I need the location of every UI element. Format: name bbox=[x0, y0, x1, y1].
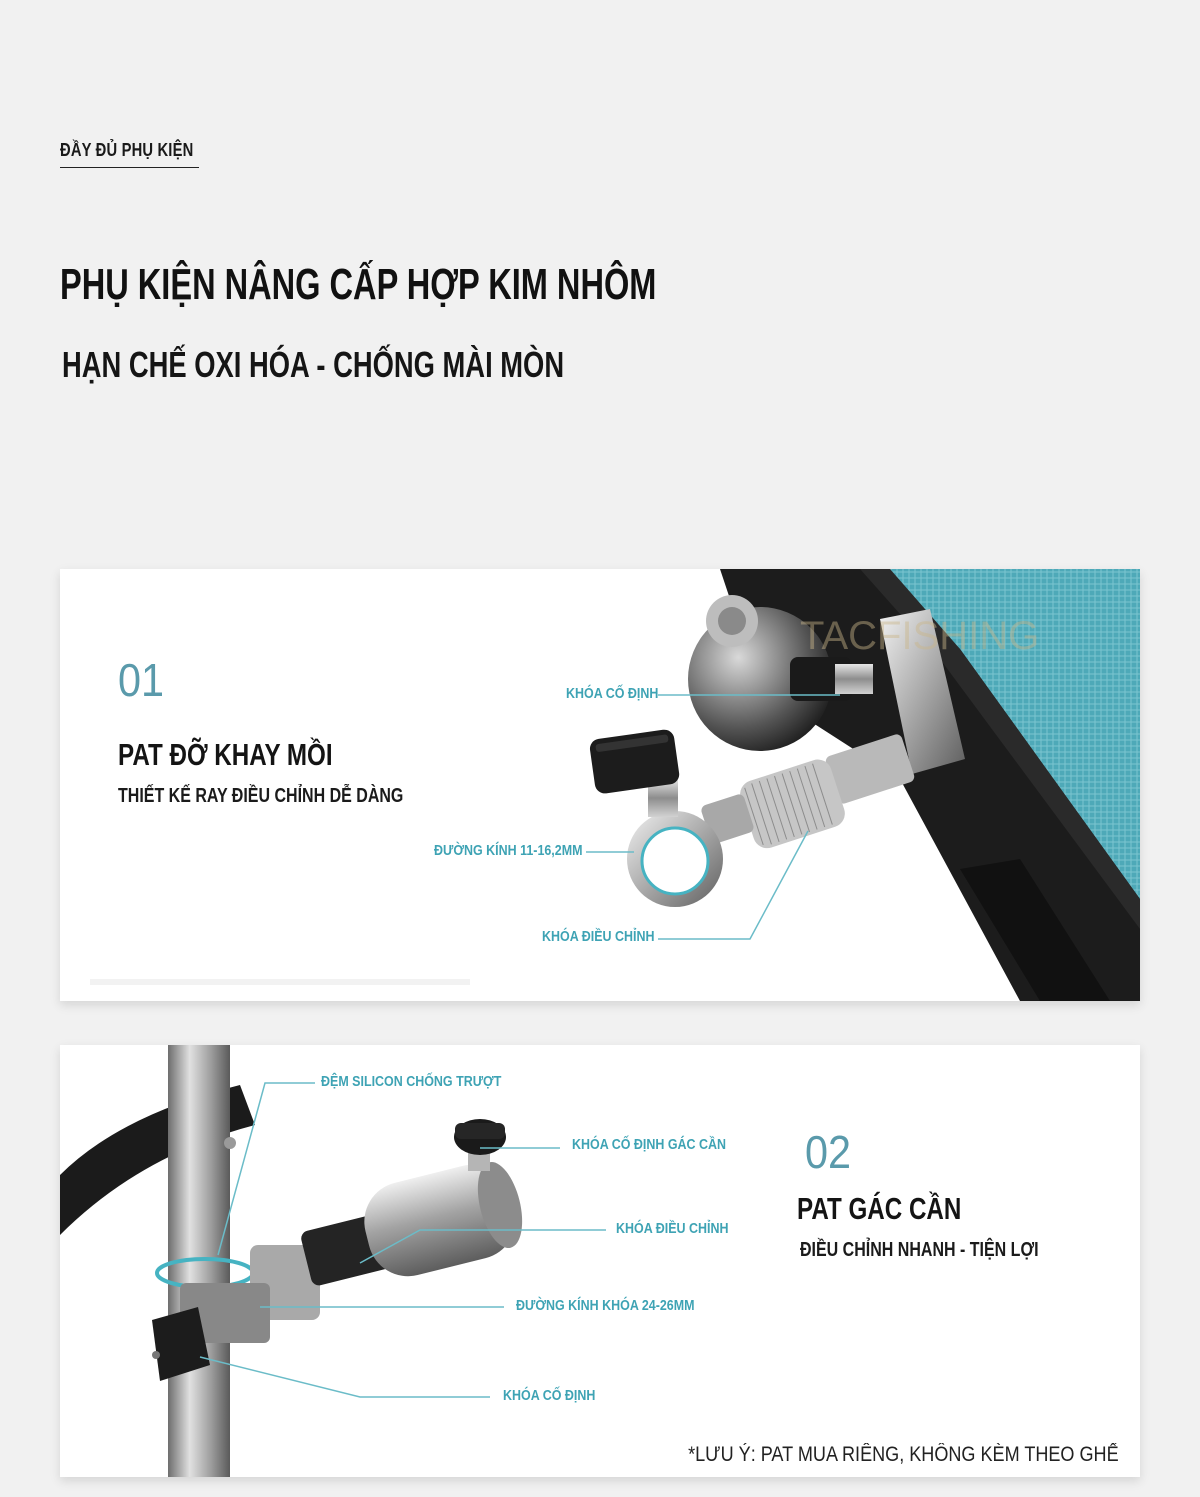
purchase-note: *LƯU Ý: PAT MUA RIÊNG, KHÔNG KÈM THEO GHẾ bbox=[688, 1443, 1119, 1466]
section-tag: ĐẦY ĐỦ PHỤ KIỆN bbox=[60, 140, 194, 160]
section-tag-underline bbox=[60, 167, 199, 168]
card-title: PAT ĐỠ KHAY MỒI bbox=[118, 737, 333, 772]
page-subtitle: HẠN CHẾ OXI HÓA - CHỐNG MÀI MÒN bbox=[62, 344, 565, 385]
callout-diameter: ĐƯỜNG KÍNH KHÓA 24-26MM bbox=[516, 1298, 695, 1314]
callout-lock-fixed: KHÓA CỐ ĐỊNH bbox=[566, 686, 659, 702]
card-title: PAT GÁC CẦN bbox=[797, 1191, 962, 1226]
watermark-logo: TACFISHING bbox=[800, 614, 1040, 658]
callout-lock-adjust: KHÓA ĐIỀU CHỈNH bbox=[542, 929, 655, 945]
callout-rod-lock: KHÓA CỐ ĐỊNH GÁC CẦN bbox=[572, 1137, 727, 1153]
callout-diameter: ĐƯỜNG KÍNH 11-16,2MM bbox=[434, 843, 583, 859]
page-title: PHỤ KIỆN NÂNG CẤP HỢP KIM NHÔM bbox=[60, 260, 657, 309]
callout-lock-adjust: KHÓA ĐIỀU CHỈNH bbox=[616, 1221, 729, 1237]
card-subtitle: THIẾT KẾ RAY ĐIỀU CHỈNH DỄ DÀNG bbox=[118, 785, 404, 807]
callout-lock-fixed: KHÓA CỐ ĐỊNH bbox=[503, 1388, 596, 1404]
card-number: 01 bbox=[118, 654, 165, 706]
accessory-card-bait-tray-holder bbox=[60, 569, 1140, 1001]
card-subtitle: ĐIỀU CHỈNH NHANH - TIỆN LỢI bbox=[800, 1239, 1039, 1261]
card-number: 02 bbox=[805, 1126, 852, 1178]
accessory-card-rod-holder bbox=[60, 1045, 1140, 1477]
callout-silicone-pad: ĐỆM SILICON CHỐNG TRƯỢT bbox=[321, 1074, 502, 1090]
